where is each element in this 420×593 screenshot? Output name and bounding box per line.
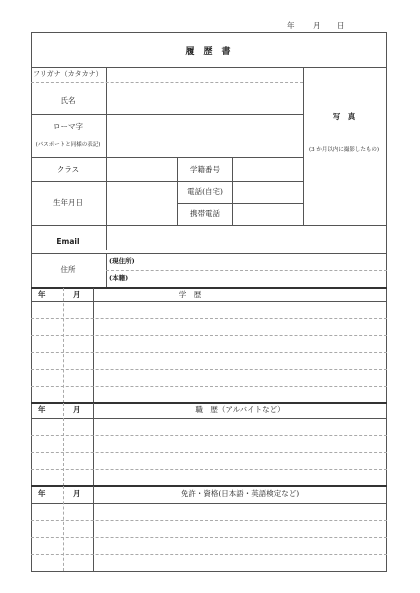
furigana-label: フリガナ（カタカナ） [33, 70, 103, 78]
license-heading: 免許・資格(日本語・英語検定など) [180, 489, 300, 498]
passport-note: (パスポートと同様の表記) [35, 142, 101, 148]
license-row [31, 554, 387, 555]
birthdate-label: 生年月日 [53, 198, 83, 207]
work-heading: 職 歴（アルバイトなど） [195, 405, 285, 414]
form-bottom-border [31, 571, 387, 572]
work-month-header: 月 [73, 405, 81, 414]
title-divider [31, 67, 387, 68]
education-header-bottom [31, 301, 387, 302]
education-heading: 学 歴 [178, 290, 202, 299]
license-month-header: 月 [73, 489, 81, 498]
birthdate-divider [31, 225, 387, 226]
romaji-divider [31, 157, 303, 158]
photo-note: (3 か月以内に撮影したもの) [308, 147, 380, 153]
education-row [31, 335, 387, 336]
license-row [31, 537, 387, 538]
student-id-label: 学籍番号 [190, 165, 220, 174]
photo-column-divider [303, 67, 304, 225]
work-row [31, 469, 387, 470]
work-year-header: 年 [38, 405, 46, 414]
form-left-border [31, 32, 32, 572]
date-month-label: 月 [313, 21, 321, 30]
work-header-bottom [31, 418, 387, 419]
furigana-divider [31, 82, 303, 83]
email-label: Email [56, 237, 80, 246]
date-day-label: 日 [337, 21, 345, 30]
label-column-divider [106, 67, 107, 250]
form-title: 履 歴 書 [185, 47, 231, 57]
mobile-label: 携帯電話 [190, 209, 220, 218]
education-row [31, 352, 387, 353]
id-label-divider [232, 157, 233, 225]
license-row [31, 520, 387, 521]
work-month-divider [93, 403, 94, 486]
phone-home-label: 電話(自宅) [187, 187, 223, 196]
domicile-label: (本籍) [109, 274, 129, 282]
license-header-top [31, 485, 387, 487]
education-month-header: 月 [73, 290, 81, 299]
form-right-border [386, 32, 387, 572]
current-address-label: (現住所) [109, 257, 135, 265]
address-inner-divider [106, 270, 387, 271]
name-divider [31, 114, 303, 115]
license-year-divider [63, 486, 64, 571]
education-year-header: 年 [38, 290, 46, 299]
email-divider [31, 253, 387, 254]
education-row [31, 386, 387, 387]
education-row [31, 318, 387, 319]
romaji-label: ローマ字 [53, 122, 83, 131]
phone-divider [177, 203, 303, 204]
address-label: 住所 [60, 265, 76, 274]
education-header-top [31, 287, 387, 289]
education-row [31, 369, 387, 370]
license-month-divider [93, 486, 94, 571]
license-header-bottom [31, 503, 387, 504]
class-value-divider [177, 157, 178, 225]
license-year-header: 年 [38, 489, 46, 498]
class-label: クラス [56, 165, 80, 174]
work-header-top [31, 402, 387, 404]
date-year-label: 年 [287, 21, 295, 30]
name-label: 氏名 [60, 96, 76, 105]
class-divider [31, 181, 303, 182]
work-year-divider [63, 403, 64, 486]
photo-label: 写 真 [332, 112, 356, 121]
work-row [31, 435, 387, 436]
work-row [31, 452, 387, 453]
form-top-border [31, 32, 387, 33]
